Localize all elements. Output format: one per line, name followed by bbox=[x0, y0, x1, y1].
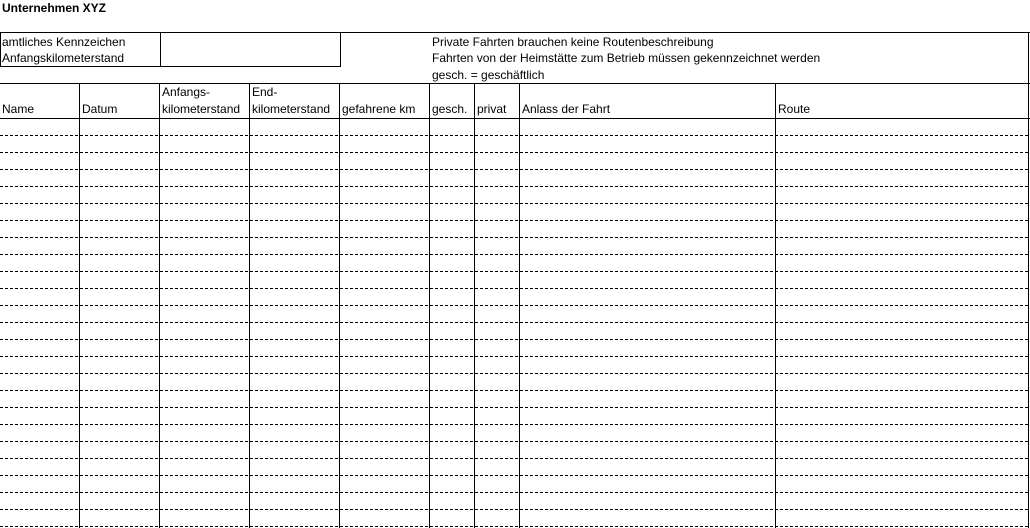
row-line bbox=[0, 186, 1028, 187]
col-header-anlass: Anlass der Fahrt bbox=[522, 102, 611, 116]
col-header-name: Name bbox=[2, 102, 35, 116]
header-top-line bbox=[0, 83, 1030, 84]
col-header-datum: Datum bbox=[82, 102, 118, 116]
row-line bbox=[0, 237, 1028, 238]
row-line bbox=[0, 152, 1028, 153]
row-line bbox=[0, 373, 1028, 374]
row-line bbox=[0, 169, 1028, 170]
row-line bbox=[0, 203, 1028, 204]
row-line bbox=[0, 305, 1028, 306]
row-line bbox=[0, 322, 1028, 323]
row-line bbox=[0, 271, 1028, 272]
right-border bbox=[1028, 32, 1029, 528]
header-bottom-line bbox=[0, 118, 1030, 119]
row-line bbox=[0, 509, 1028, 510]
row-line bbox=[0, 441, 1028, 442]
row-line bbox=[0, 492, 1028, 493]
row-line bbox=[0, 407, 1028, 408]
col-header-privat: privat bbox=[477, 102, 507, 116]
kennzeichen-input-box[interactable] bbox=[160, 32, 341, 67]
col-header-gefahrene: gefahrene km bbox=[342, 102, 416, 116]
row-line bbox=[0, 254, 1028, 255]
note-heimstaette: Fahrten von der Heimstätte zum Betrieb müssen gekennzeichnet werden bbox=[432, 51, 821, 65]
row-line bbox=[0, 475, 1028, 476]
col-header-anfangs-2: kilometerstand bbox=[162, 102, 241, 116]
row-line bbox=[0, 356, 1028, 357]
col-header-end-1: End- bbox=[252, 85, 278, 99]
row-line bbox=[0, 390, 1028, 391]
col-header-gesch: gesch. bbox=[432, 102, 468, 116]
note-gesch: gesch. = geschäftlich bbox=[432, 68, 545, 82]
kennzeichen-label: amtliches Kennzeichen bbox=[2, 35, 126, 49]
col-header-route: Route bbox=[778, 102, 811, 116]
row-line bbox=[0, 339, 1028, 340]
row-line bbox=[0, 220, 1028, 221]
note-private: Private Fahrten brauchen keine Routenbeschreibung bbox=[432, 35, 714, 49]
col-header-anfangs-1: Anfangs- bbox=[162, 85, 211, 99]
col-header-end-2: kilometerstand bbox=[252, 102, 331, 116]
row-line bbox=[0, 288, 1028, 289]
row-line bbox=[0, 135, 1028, 136]
row-line bbox=[0, 424, 1028, 425]
company-title: Unternehmen XYZ bbox=[2, 1, 107, 15]
row-line bbox=[0, 526, 1028, 527]
anfangskm-label: Anfangskilometerstand bbox=[2, 51, 125, 65]
row-line bbox=[0, 458, 1028, 459]
